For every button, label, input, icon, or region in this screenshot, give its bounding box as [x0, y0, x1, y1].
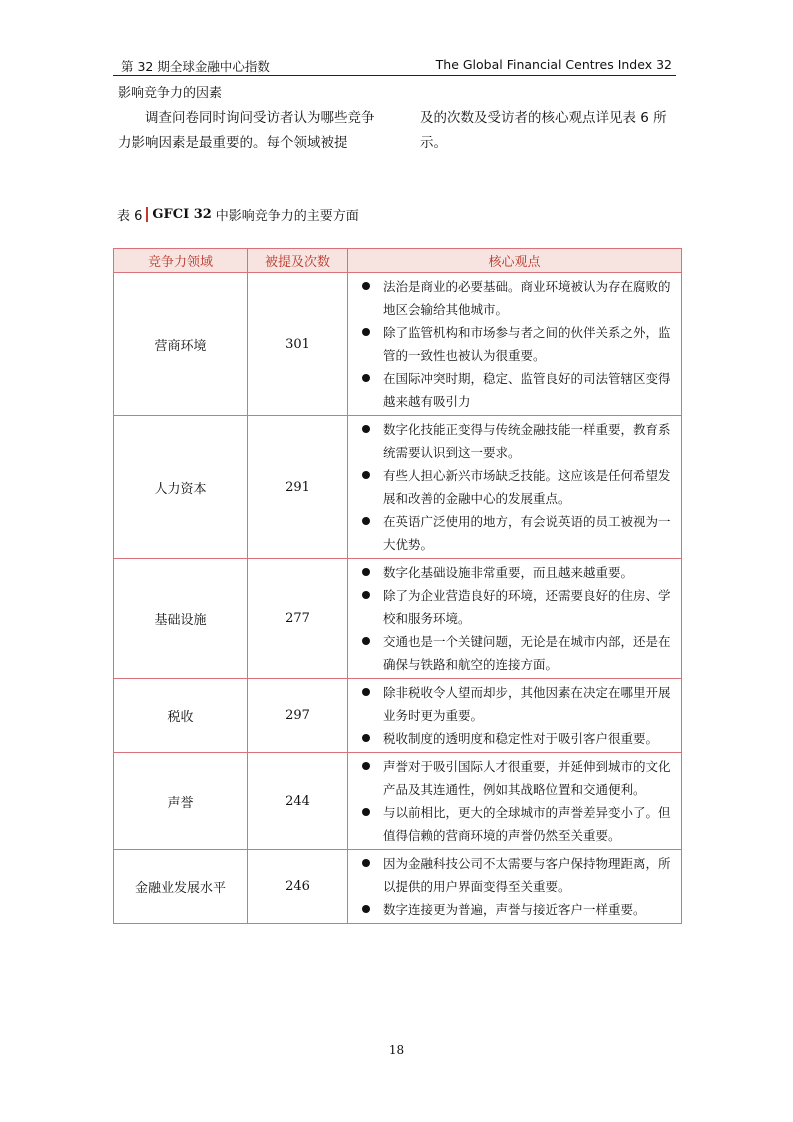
column-header-views: 核心观点 — [348, 249, 682, 273]
bullet-icon — [362, 328, 370, 336]
list-item — [358, 464, 675, 510]
list-item — [358, 561, 675, 584]
bullet-icon — [362, 374, 370, 382]
point-text: 交通也是一个关键问题，无论是在城市内部，还是在确保与铁路和航空的连接方面。 — [383, 634, 671, 672]
point-text: 数字连接更为普遍，声誉与接近客户一样重要。 — [383, 902, 646, 917]
point-text: 法治是商业的必要基础。商业环境被认为存在腐败的地区会输给其他城市。 — [383, 279, 671, 317]
point-text: 在国际冲突时期，稳定、监管良好的司法管辖区变得越来越有吸引力 — [383, 371, 671, 409]
bullet-icon — [362, 688, 370, 696]
list-item — [358, 852, 675, 898]
domain-cell: 声誉 — [114, 753, 248, 850]
list-item — [358, 321, 675, 367]
bullet-icon — [362, 591, 370, 599]
domain-cell: 基础设施 — [114, 559, 248, 679]
views-cell — [348, 679, 682, 753]
header-rule — [113, 75, 676, 76]
point-text: 声誉对于吸引国际人才很重要，并延伸到城市的文化产品及其连通性，例如其战略位置和交通便利。 — [383, 759, 671, 797]
bullet-icon — [362, 568, 370, 576]
bullet-icon — [362, 471, 370, 479]
point-text: 因为金融科技公司不太需要与客户保持物理距离，所以提供的用户界面变得至关重要。 — [383, 856, 671, 894]
bullet-icon — [362, 637, 370, 645]
domain-cell: 金融业发展水平 — [114, 850, 248, 924]
competitiveness-table — [113, 248, 682, 924]
point-text: 税收制度的透明度和稳定性对于吸引客户很重要。 — [383, 731, 659, 746]
list-item — [358, 367, 675, 413]
bullet-icon — [362, 425, 370, 433]
table-caption-title: 中影响竞争力的主要方面 — [215, 209, 359, 224]
bullet-icon — [362, 282, 370, 290]
bullet-icon — [362, 734, 370, 742]
views-cell — [348, 416, 682, 559]
count-cell: 297 — [248, 679, 348, 753]
section-title: 影响竞争力的因素 — [118, 86, 223, 101]
header-title-cn: 第 32 期全球金融中心指数 — [121, 59, 270, 74]
point-text: 与以前相比，更大的全球城市的声誉差异变小了。但值得信赖的营商环境的声誉仍然至关重要。 — [383, 805, 671, 843]
table-row — [114, 273, 682, 416]
column-header-count: 被提及次数 — [248, 249, 348, 273]
bullet-icon — [362, 905, 370, 913]
table-row — [114, 416, 682, 559]
point-text: 数字化技能正变得与传统金融技能一样重要，教育系统需要认识到这一要求。 — [383, 422, 671, 460]
page-header — [113, 57, 676, 75]
header-title-en: The Global Financial Centres Index 32 — [435, 57, 672, 72]
point-text: 有些人担心新兴市场缺乏技能。这应该是任何希望发展和改善的金融中心的发展重点。 — [383, 468, 671, 506]
table-row — [114, 850, 682, 924]
page-number: 18 — [388, 1043, 405, 1057]
bullet-icon — [362, 762, 370, 770]
bullet-icon — [362, 859, 370, 867]
table-caption-label: 表 6 — [117, 209, 143, 224]
list-item — [358, 801, 675, 847]
column-header-domain: 竞争力领域 — [114, 249, 248, 273]
table-row — [114, 559, 682, 679]
point-text: 数字化基础设施非常重要，而且越来越重要。 — [383, 565, 634, 580]
count-cell: 244 — [248, 753, 348, 850]
list-item — [358, 727, 675, 750]
caption-divider — [146, 207, 148, 222]
count-cell: 246 — [248, 850, 348, 924]
views-cell — [348, 273, 682, 416]
views-cell — [348, 559, 682, 679]
count-cell: 301 — [248, 273, 348, 416]
count-cell: 277 — [248, 559, 348, 679]
point-text: 除了监管机构和市场参与者之间的伙伴关系之外，监管的一致性也被认为很重要。 — [383, 325, 671, 363]
list-item — [358, 510, 675, 556]
point-text: 除了为企业营造良好的环境，还需要良好的住房、学校和服务环境。 — [383, 588, 671, 626]
list-item — [358, 275, 675, 321]
domain-cell: 人力资本 — [114, 416, 248, 559]
table-caption-id: GFCI 32 — [152, 207, 212, 222]
bullet-icon — [362, 517, 370, 525]
list-item — [358, 898, 675, 921]
intro-paragraph-right: 及的次数及受访者的核心观点详见表 6 所示。 — [420, 110, 667, 151]
table-row — [114, 679, 682, 753]
point-text: 除非税收令人望而却步，其他因素在决定在哪里开展业务时更为重要。 — [383, 685, 671, 723]
count-cell: 291 — [248, 416, 348, 559]
point-text: 在英语广泛使用的地方，有会说英语的员工被视为一大优势。 — [383, 514, 671, 552]
intro-paragraph-left: 调查问卷同时询问受访者认为哪些竞争力影响因素是最重要的。每个领域被提 — [118, 110, 375, 151]
list-item — [358, 418, 675, 464]
list-item — [358, 755, 675, 801]
list-item — [358, 630, 675, 676]
domain-cell: 营商环境 — [114, 273, 248, 416]
views-cell — [348, 753, 682, 850]
domain-cell: 税收 — [114, 679, 248, 753]
table-header-row — [114, 249, 682, 273]
list-item — [358, 584, 675, 630]
views-cell — [348, 850, 682, 924]
table-caption — [117, 205, 359, 224]
list-item — [358, 681, 675, 727]
bullet-icon — [362, 808, 370, 816]
table-row — [114, 753, 682, 850]
